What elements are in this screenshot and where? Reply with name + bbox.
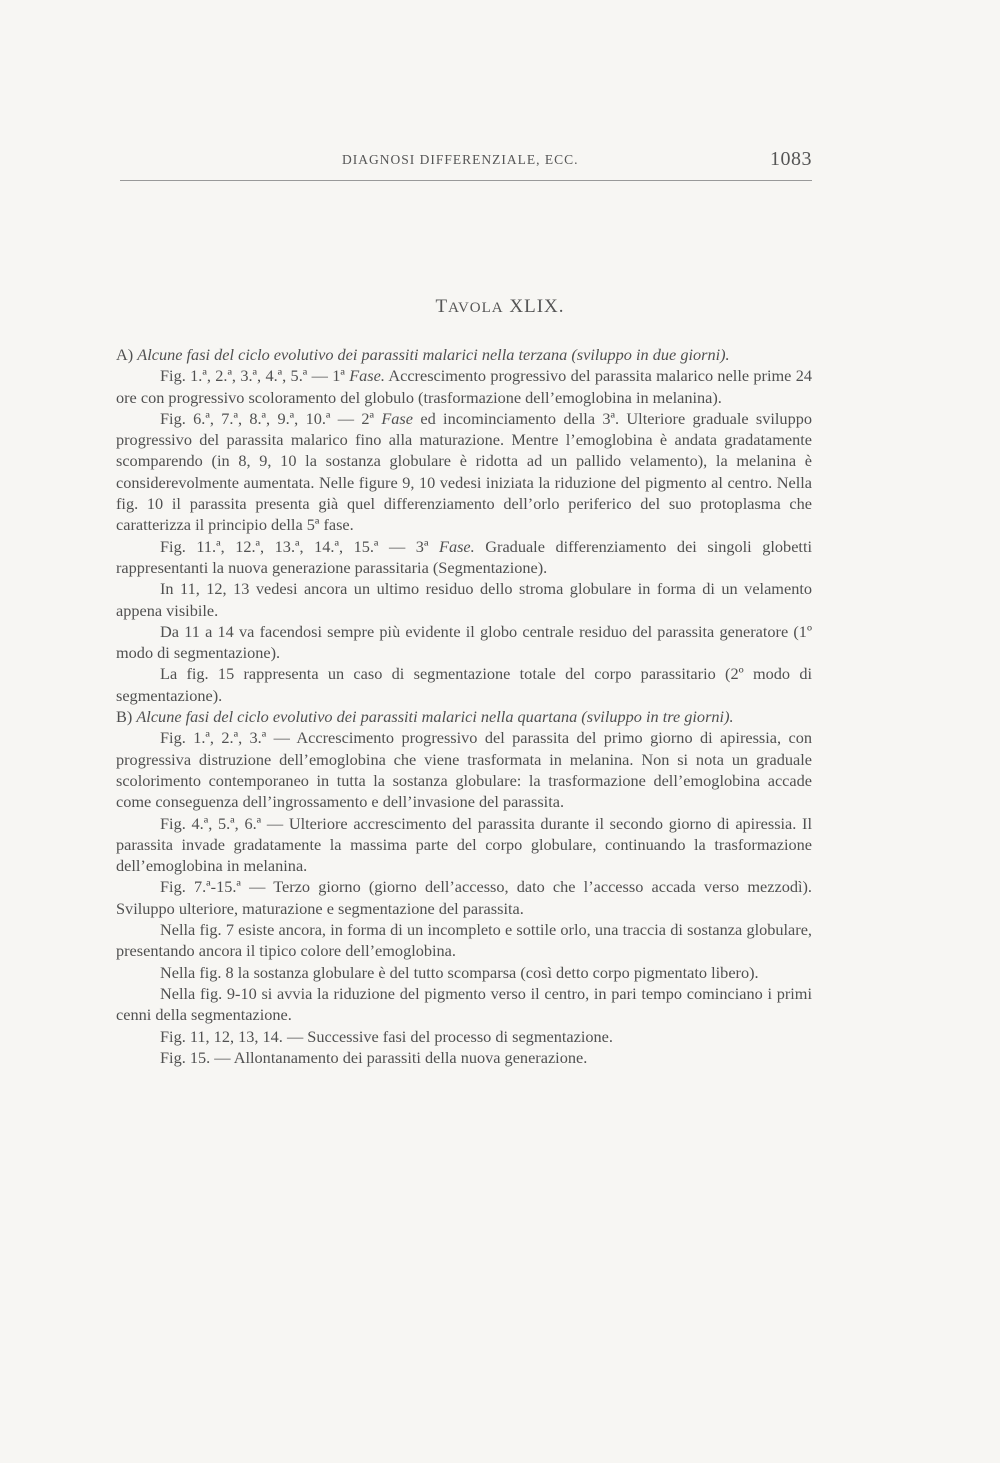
- paragraph-text: ed incominciamento della 3ª. Ulteriore graduale sviluppo progressivo del parassita malarico fino alla maturazione. Mentre l’emoglobina è andata gradatamente scomparendo (in 8, 9, 10 la sostanza globulare è ridotta ad un pallido velamento), la melanina è considerevolmente aumentata. Nelle figure 9, 10 vedesi iniziata la riduzione del pigmento al centro. Nella fig. 10 il parassita presenta già quel differenziamento dell’orlo periferico del suo protoplasma che caratterizza il principio della 5ª fase.: [116, 408, 812, 535]
- section-b-title: Alcune fasi del ciclo evolutivo dei parassiti malarici nella quartana (sviluppo in tre giorni).: [136, 707, 734, 727]
- section-b-paragraph-4: Nella fig. 7 esiste ancora, in forma di un incompleto e sottile orlo, una traccia di sostanza globulare, presentando ancora il tipico colore dell’emoglobina.: [116, 920, 812, 961]
- figure-list: Fig. 11.ª, 12.ª, 13.ª, 14.ª, 15.ª — 3ª: [160, 536, 439, 556]
- section-b-paragraph-3: Fig. 7.ª-15.ª — Terzo giorno (giorno dell’accesso, dato che l’accesso accada verso mezzodì). Sviluppo ulteriore, maturazione e segmentazione del parassita.: [116, 877, 812, 918]
- phase-label: Fase: [381, 408, 413, 428]
- phase-label: Fase.: [439, 536, 475, 556]
- section-a-label: A): [116, 345, 134, 364]
- plate-title-initial: T: [435, 296, 449, 317]
- section-b-paragraph-2: Fig. 4.ª, 5.ª, 6.ª — Ulteriore accrescimento del parassita durante il secondo giorno di apiressia. Il parassita invade gradatamente la massima parte del corpo globulare, continuando la trasformazione dell’emoglobina in melanina.: [116, 813, 812, 876]
- running-title: DIAGNOSI DIFFERENZIALE, ECC.: [342, 152, 579, 167]
- section-a-paragraph-4: In 11, 12, 13 vedesi ancora un ultimo residuo dello stroma globulare in forma di un velamento appena visibile.: [116, 579, 812, 620]
- paragraph-text: Accrescimento progressivo del parassita malarico nelle prime 24 ore con progressivo scoloramento del globulo (trasformazione dell’emoglobina in melanina).: [116, 366, 812, 407]
- section-a-paragraph-5: Da 11 a 14 va facendosi sempre più evidente il globo centrale residuo del parassita generatore (1º modo di segmentazione).: [116, 621, 812, 663]
- section-b-paragraph-6: Nella fig. 9-10 si avvia la riduzione del pigmento verso il centro, in pari tempo cominciano i primi cenni della segmentazione.: [116, 983, 812, 1025]
- section-b-heading: [116, 706, 812, 727]
- phase-label: Fase.: [349, 366, 385, 386]
- section-b-paragraph-8: Fig. 15. — Allontanamento dei parassiti della nuova generazione.: [160, 1047, 588, 1067]
- paragraph-text: Graduale differenziamento dei singoli globetti rappresentanti la nuova generazione parassitaria (Segmentazione).: [116, 536, 812, 577]
- plate-title-number: XLIX.: [503, 296, 565, 317]
- plate-title-smallcaps: AVOLA: [448, 300, 504, 316]
- section-b-paragraph-1: Fig. 1.ª, 2.ª, 3.ª — Accrescimento progressivo del parassita del primo giorno di apiressia, con progressiva distruzione dell’emoglobina che viene trasformata in melanina. Non si nota un graduale scolorimento contemporaneo in tutta la sostanza globulare: la trasformazione dell’emoglobina accade come conseguenza dell’ingrossamento e dell’invasione del parassita.: [116, 728, 812, 812]
- section-a-paragraph-1: [116, 365, 812, 408]
- body-text: [116, 344, 812, 1068]
- figure-list: Fig. 1.ª, 2.ª, 3.ª, 4.ª, 5.ª — 1ª: [160, 366, 350, 386]
- section-a-title: Alcune fasi del ciclo evolutivo dei parassiti malarici nella terzana (sviluppo in due giorni).: [137, 345, 730, 364]
- section-b-paragraph-7: Fig. 11, 12, 13, 14. — Successive fasi del processo di segmentazione.: [160, 1026, 613, 1046]
- running-head: [120, 150, 812, 174]
- header-rule: [120, 180, 812, 181]
- section-a-paragraph-6: La fig. 15 rappresenta un caso di segmentazione totale del corpo parassitario (2º modo di segmentazione).: [116, 664, 812, 705]
- section-a-heading: [116, 344, 812, 365]
- section-a-paragraph-2: [116, 408, 812, 536]
- section-b-label: B): [116, 707, 133, 727]
- page-number: 1083: [770, 148, 812, 170]
- section-a-paragraph-3: [116, 536, 812, 579]
- plate-title: [0, 296, 1000, 318]
- figure-list: Fig. 6.ª, 7.ª, 8.ª, 9.ª, 10.ª — 2ª: [160, 408, 382, 428]
- section-b-paragraph-5: Nella fig. 8 la sostanza globulare è del tutto scomparsa (così detto corpo pigmentato libero).: [160, 962, 759, 982]
